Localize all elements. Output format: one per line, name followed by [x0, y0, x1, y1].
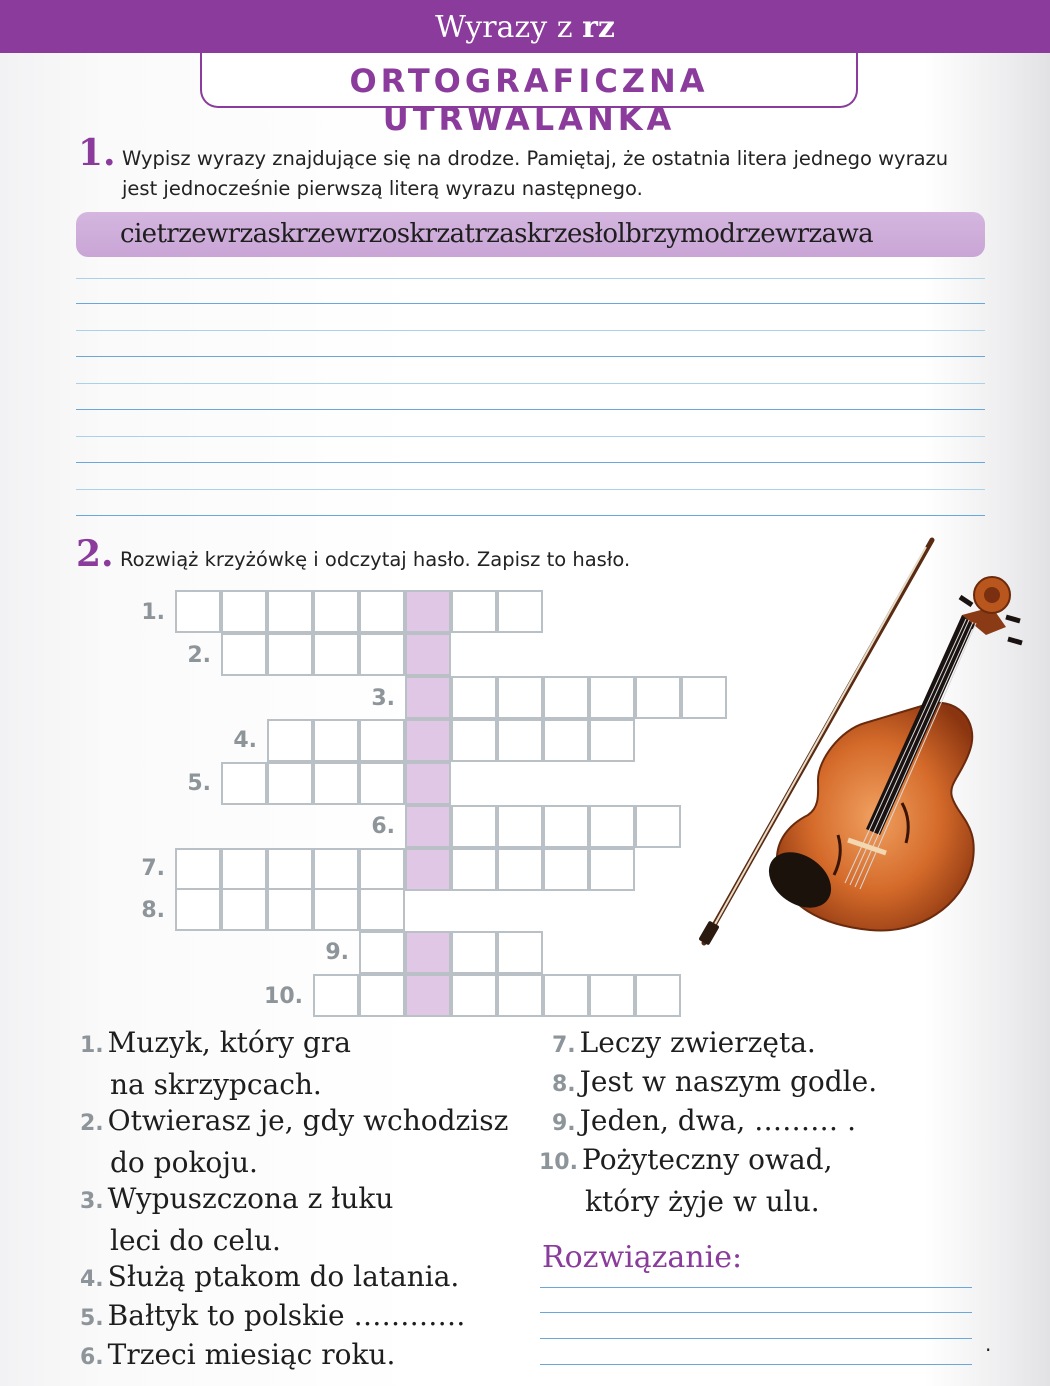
- crossword-cell[interactable]: [221, 762, 267, 805]
- clue-number: 2.: [80, 1111, 104, 1136]
- exercise-1-number: 1.: [78, 132, 116, 174]
- clue-10: [539, 1140, 832, 1221]
- crossword-cell[interactable]: [451, 719, 497, 762]
- crossword-cell[interactable]: [451, 590, 497, 633]
- crossword-cell-solution[interactable]: [405, 848, 451, 891]
- subtitle-text: ORTOGRAFICZNA UTRWALANKA: [349, 62, 709, 138]
- crossword-cell[interactable]: [175, 888, 221, 931]
- writing-line: [76, 356, 985, 357]
- crossword-cell[interactable]: [313, 719, 359, 762]
- crossword-cell[interactable]: [543, 719, 589, 762]
- clue-1: [80, 1023, 351, 1104]
- row-number-4: 4.: [233, 728, 257, 753]
- crossword-cell[interactable]: [175, 848, 221, 891]
- writing-line: [76, 436, 985, 437]
- solution-end-dot: .: [985, 1332, 992, 1356]
- crossword-cell[interactable]: [359, 974, 405, 1017]
- row-number-5: 5.: [187, 771, 211, 796]
- clue-9: [552, 1101, 856, 1143]
- crossword-cell[interactable]: [451, 974, 497, 1017]
- writing-line: [76, 330, 985, 331]
- crossword-cell[interactable]: [359, 931, 405, 974]
- clue-number: 8.: [552, 1072, 576, 1097]
- crossword-cell[interactable]: [497, 974, 543, 1017]
- writing-line: [76, 303, 985, 304]
- writing-line: [76, 489, 985, 490]
- crossword-cell[interactable]: [175, 590, 221, 633]
- row-number-2: 2.: [187, 643, 211, 668]
- crossword-cell[interactable]: [313, 888, 359, 931]
- clue-number: 6.: [80, 1345, 104, 1370]
- writing-line: [76, 462, 985, 463]
- crossword-cell[interactable]: [313, 633, 359, 676]
- clue-text: Służą ptakom do latania.: [107, 1260, 460, 1293]
- clue-number: 1.: [80, 1033, 104, 1058]
- crossword-cell[interactable]: [267, 888, 313, 931]
- exercise-1-instruction-line1: Wypisz wyrazy znajdujące się na drodze. Pamiętaj, że ostatnia litera jednego wyrazu: [122, 147, 949, 170]
- crossword-cell[interactable]: [221, 888, 267, 931]
- solution-line: [540, 1338, 972, 1339]
- clue-text: leci do celu.: [110, 1224, 281, 1257]
- clue-number: 3.: [80, 1189, 104, 1214]
- row-number-3: 3.: [371, 686, 395, 711]
- crossword-cell[interactable]: [497, 931, 543, 974]
- crossword-cell[interactable]: [543, 676, 589, 719]
- crossword-cell[interactable]: [221, 590, 267, 633]
- writing-line: [76, 383, 985, 384]
- crossword-cell[interactable]: [589, 805, 635, 848]
- solution-line: [540, 1312, 972, 1313]
- row-number-1: 1.: [141, 600, 165, 625]
- crossword-cell[interactable]: [451, 931, 497, 974]
- crossword-cell[interactable]: [359, 719, 405, 762]
- crossword-cell-solution[interactable]: [405, 676, 451, 719]
- crossword-cell[interactable]: [267, 590, 313, 633]
- clue-text: Trzeci miesiąc roku.: [107, 1338, 396, 1371]
- crossword-cell[interactable]: [451, 676, 497, 719]
- row-number-10: 10.: [264, 984, 303, 1009]
- clue-number: 4.: [80, 1267, 104, 1292]
- solution-line: [540, 1287, 972, 1288]
- clue-2: [80, 1101, 508, 1182]
- clue-text: Leczy zwierzęta.: [579, 1026, 816, 1059]
- crossword-cell[interactable]: [359, 762, 405, 805]
- clue-text: Bałtyk to polskie …………: [107, 1299, 466, 1332]
- crossword-cell[interactable]: [359, 590, 405, 633]
- clue-number: 5.: [80, 1306, 104, 1331]
- crossword-cell[interactable]: [313, 590, 359, 633]
- crossword-cell[interactable]: [589, 848, 635, 891]
- clue-text: na skrzypcach.: [110, 1068, 322, 1101]
- clue-5: [80, 1296, 465, 1338]
- clue-6: [80, 1335, 395, 1377]
- row-number-9: 9.: [325, 940, 349, 965]
- crossword-cell-solution[interactable]: [405, 762, 451, 805]
- crossword-cell[interactable]: [267, 633, 313, 676]
- crossword-cell[interactable]: [359, 848, 405, 891]
- clue-text: Pożyteczny owad,: [581, 1143, 833, 1176]
- crossword-cell[interactable]: [497, 805, 543, 848]
- crossword-cell[interactable]: [635, 676, 681, 719]
- clue-number: 9.: [552, 1111, 576, 1136]
- clue-4: [80, 1257, 459, 1299]
- clue-text: Jest w naszym godle.: [579, 1065, 878, 1098]
- clue-text: Wypuszczona z łuku: [107, 1182, 394, 1215]
- crossword-cell[interactable]: [589, 676, 635, 719]
- crossword-cell[interactable]: [221, 633, 267, 676]
- crossword-cell[interactable]: [497, 590, 543, 633]
- header-title-prefix: Wyrazy z: [435, 10, 573, 45]
- crossword-cell[interactable]: [589, 974, 635, 1017]
- writing-line: [76, 515, 985, 516]
- crossword-cell[interactable]: [635, 805, 681, 848]
- exercise-2-number: 2.: [76, 533, 114, 575]
- violin-illustration: [690, 535, 1030, 955]
- row-number-7: 7.: [141, 856, 165, 881]
- clue-8: [552, 1062, 877, 1104]
- clue-7: [552, 1023, 816, 1065]
- crossword-cell[interactable]: [359, 633, 405, 676]
- clue-number: 7.: [552, 1033, 576, 1058]
- crossword-cell-solution[interactable]: [405, 633, 451, 676]
- crossword-cell[interactable]: [497, 719, 543, 762]
- crossword-cell[interactable]: [635, 974, 681, 1017]
- clue-text: Muzyk, który gra: [107, 1026, 351, 1059]
- crossword-cell[interactable]: [497, 848, 543, 891]
- crossword-cell-solution[interactable]: [405, 931, 451, 974]
- exercise-1-instruction-line2: jest jednocześnie pierwszą literą wyrazu następnego.: [122, 177, 643, 200]
- crossword-cell-solution[interactable]: [405, 974, 451, 1017]
- crossword-cell[interactable]: [543, 805, 589, 848]
- clue-text: do pokoju.: [110, 1146, 258, 1179]
- crossword-cell[interactable]: [543, 848, 589, 891]
- clue-text: Jeden, dwa, ……… .: [579, 1104, 856, 1137]
- clue-number: 10.: [539, 1150, 578, 1175]
- crossword-cell[interactable]: [267, 762, 313, 805]
- crossword-cell[interactable]: [359, 888, 405, 931]
- crossword-cell[interactable]: [313, 762, 359, 805]
- solution-line: [540, 1364, 972, 1365]
- exercise-2-instruction: Rozwiąż krzyżówkę i odczytaj hasło. Zapisz to hasło.: [120, 548, 631, 571]
- crossword-cell[interactable]: [313, 974, 359, 1017]
- crossword-cell[interactable]: [543, 974, 589, 1017]
- crossword-cell[interactable]: [267, 848, 313, 891]
- clue-text: który żyje w ulu.: [585, 1185, 820, 1218]
- crossword-cell-solution[interactable]: [405, 719, 451, 762]
- row-number-6: 6.: [371, 814, 395, 839]
- clue-3: [80, 1179, 393, 1260]
- crossword-cell[interactable]: [589, 719, 635, 762]
- road-text: cietrzewrzaskrzewrzoskrzatrzaskrzesłolbrzymodrzewrzawa: [120, 219, 874, 249]
- writing-line: [76, 278, 985, 279]
- crossword-cell[interactable]: [497, 676, 543, 719]
- crossword-cell[interactable]: [267, 719, 313, 762]
- crossword-cell[interactable]: [221, 848, 267, 891]
- clue-text: Otwierasz je, gdy wchodzisz: [107, 1104, 509, 1137]
- violin-body-icon: [758, 703, 973, 931]
- header-title: [0, 10, 1050, 45]
- row-number-8: 8.: [141, 898, 165, 923]
- header-title-bold: rz: [582, 10, 615, 45]
- crossword-cell-solution[interactable]: [405, 590, 451, 633]
- writing-line: [76, 409, 985, 410]
- crossword-cell[interactable]: [451, 805, 497, 848]
- crossword-cell[interactable]: [313, 848, 359, 891]
- solution-label: Rozwiązanie:: [542, 1240, 743, 1275]
- crossword-cell-solution[interactable]: [405, 805, 451, 848]
- crossword-cell[interactable]: [451, 848, 497, 891]
